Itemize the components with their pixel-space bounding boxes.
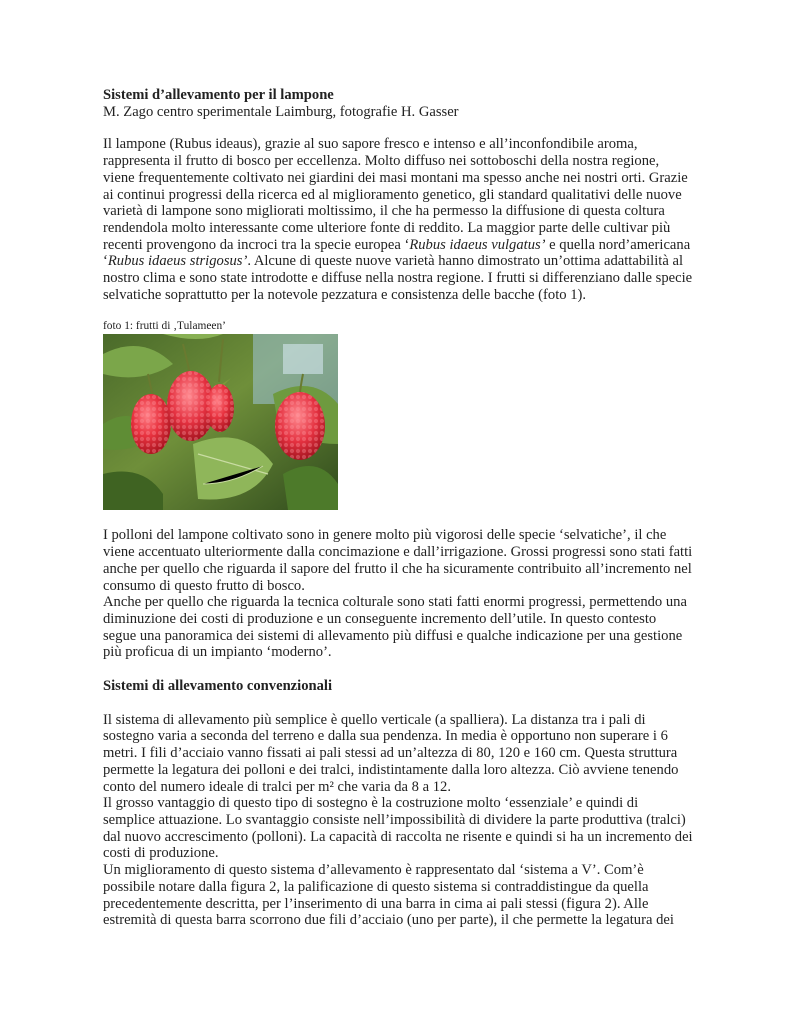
raspberry-photo	[103, 334, 338, 510]
paragraph-vantaggio: Il grosso vantaggio di questo tipo di sostegno è la costruzione molto ‘essenziale’ e quindi di semplice attuazione. Lo svantaggio consiste nell’impossibilità di dividere la parte produttiva (tralci) dal nuovo accrescimento (polloni). La capacità di raccolta ne risente e quindi si ha un incremento dei costi di produzione.	[103, 795, 693, 862]
spacer	[103, 510, 693, 527]
paragraph-sistema-v: Un miglioramento di questo sistema d’allevamento è rappresentato dal ‘sistema a V’. Com’è possibile notare dalla figura 2, la palificazione di questo sistema si contraddistingue da quella precedentemente descritta, per l’inserimento di una barra in cima ai pali stessi (figura 2). Alle estremità di questa barra scorrono due fili d’acciaio (uno per parte), il che permette la legatura dei	[103, 862, 674, 929]
paragraph-spalliera: Il sistema di allevamento più semplice è quello verticale (a spalliera). La distanza tra i pali di sostegno varia a seconda del terreno e dalla sua pendenza. In media è opportuno non superare i 6 metri. I fili d’acciaio vanno fissati ai pali stessi ad un’altezza di 80, 120 e 160 cm. Questa struttura permette la legatura dei polloni e dei tralci, indistintamente dalla loro altezza. Ciò avviene tenendo conto del numero ideale di tralci per m² che varia da 8 a 12.	[103, 711, 679, 795]
section-title: Sistemi di allevamento convenzionali	[103, 678, 333, 695]
document-page	[103, 87, 693, 929]
paragraph-tecnica: Anche per quello che riguarda la tecnica colturale sono stati fatti enormi progressi, permettendo una diminuzione dei costi di produzione e un conseguente incremento dell’utile. In questo contesto segue una panoramica dei sistemi di allevamento più diffusi e qualche indicazione per una gestione più proficua di un impianto ‘moderno’.	[103, 594, 687, 661]
spacer	[103, 661, 693, 678]
spacer	[103, 303, 693, 320]
intro-text-3: . Alcune di queste nuove varietà hanno dimostrato un’ottima adattabilità al nostro clima e sono state introdotte e diffuse nella nostra regione. I frutti si differenziano dalle specie selvatiche soprattutto per la notevole pezzatura e consistenza delle bacche (foto 1).	[103, 253, 693, 303]
species-vulgatus: Rubus idaeus vulgatus’	[409, 236, 546, 253]
spacer	[103, 695, 693, 712]
byline: M. Zago centro sperimentale Laimburg, fotografie H. Gasser	[103, 103, 459, 120]
paragraph-polloni: I polloni del lampone coltivato sono in genere molto più vigorosi delle specie ‘selvatiche’, il che viene accentuato ulteriormente dalla concimazione e dall’irrigazione. Grossi progressi sono stati fatti anche per quello che riguarda il sapore del frutto il che ha sicuramente contribuito all’incremento nel consumo di questo frutto di bosco.	[103, 527, 693, 594]
intro-paragraph	[103, 136, 693, 303]
intro-text-1: Il lampone (Rubus ideaus), grazie al suo sapore fresco e intenso e all’inconfondibile aroma, rappresenta il frutto di bosco per eccellenza. Molto diffuso nei sottoboschi della nostra regione, viene frequentemente coltivato nei giardini dei masi montani ma spesso anche nei nostri orti. Grazie ai continui progressi della ricerca ed al miglioramento genetico, gli standard qualitativi delle nuove varietà di lampone sono migliorati moltissimo, il che ha permesso la diffusione di questa coltura rendendola molto interessante come ulteriore fonte di reddito. La maggior parte delle cultivar più recenti provengono da incroci tra la specie europea ‘	[103, 136, 688, 253]
species-strigosus: Rubus idaeus strigosus’	[107, 253, 248, 270]
photo-caption: foto 1: frutti di ‚Tulameen’	[103, 320, 226, 333]
spacer	[103, 120, 693, 136]
intro-text-2: e quella nord’americana ‘	[103, 236, 691, 270]
document-title: Sistemi d’allevamento per il lampone	[103, 87, 334, 103]
